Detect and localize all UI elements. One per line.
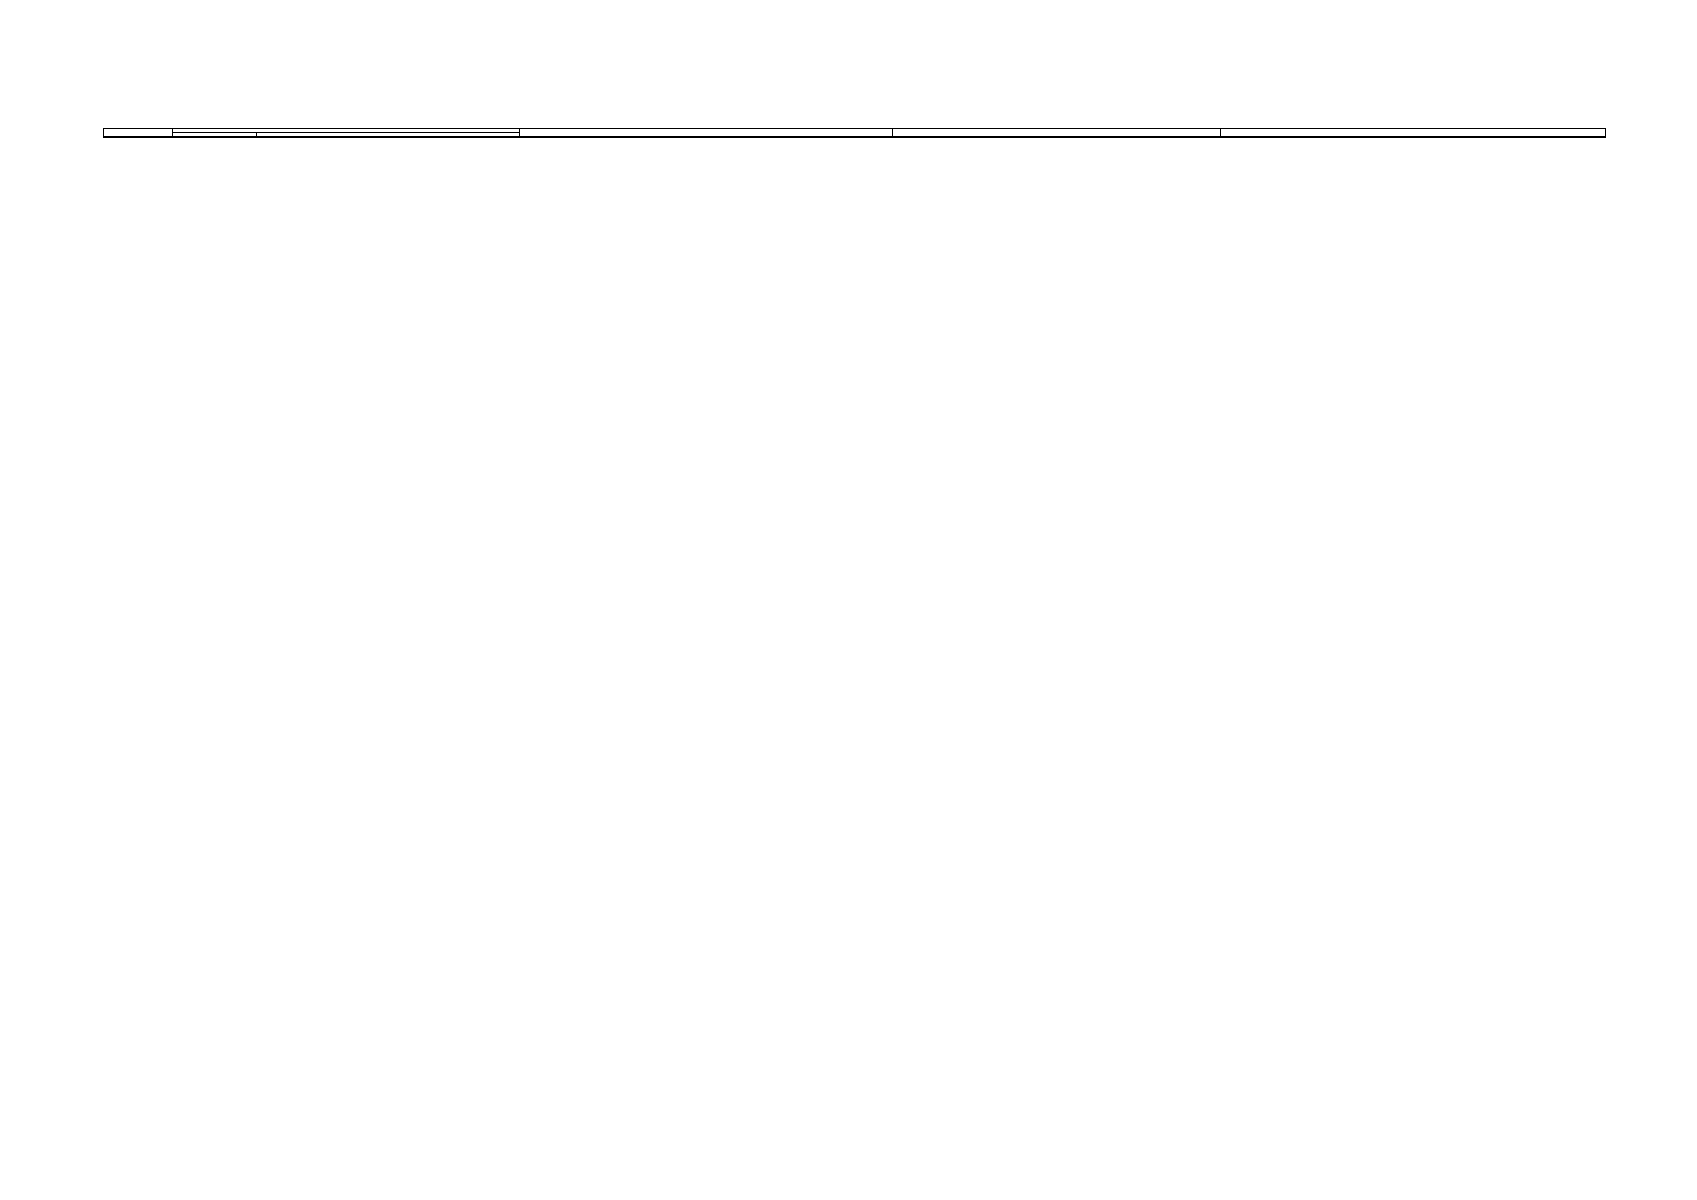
column-number bbox=[104, 137, 173, 138]
header-razmery bbox=[893, 129, 1221, 137]
column-number bbox=[257, 137, 520, 138]
header-parametry bbox=[1221, 129, 1606, 137]
header-num bbox=[104, 129, 173, 137]
column-number bbox=[893, 137, 1221, 138]
header-opisanie bbox=[520, 129, 893, 137]
column-number bbox=[173, 137, 257, 138]
column-number bbox=[1221, 137, 1606, 138]
column-number-row bbox=[104, 137, 1606, 138]
land-use-table bbox=[103, 128, 1606, 138]
column-number bbox=[520, 137, 893, 138]
